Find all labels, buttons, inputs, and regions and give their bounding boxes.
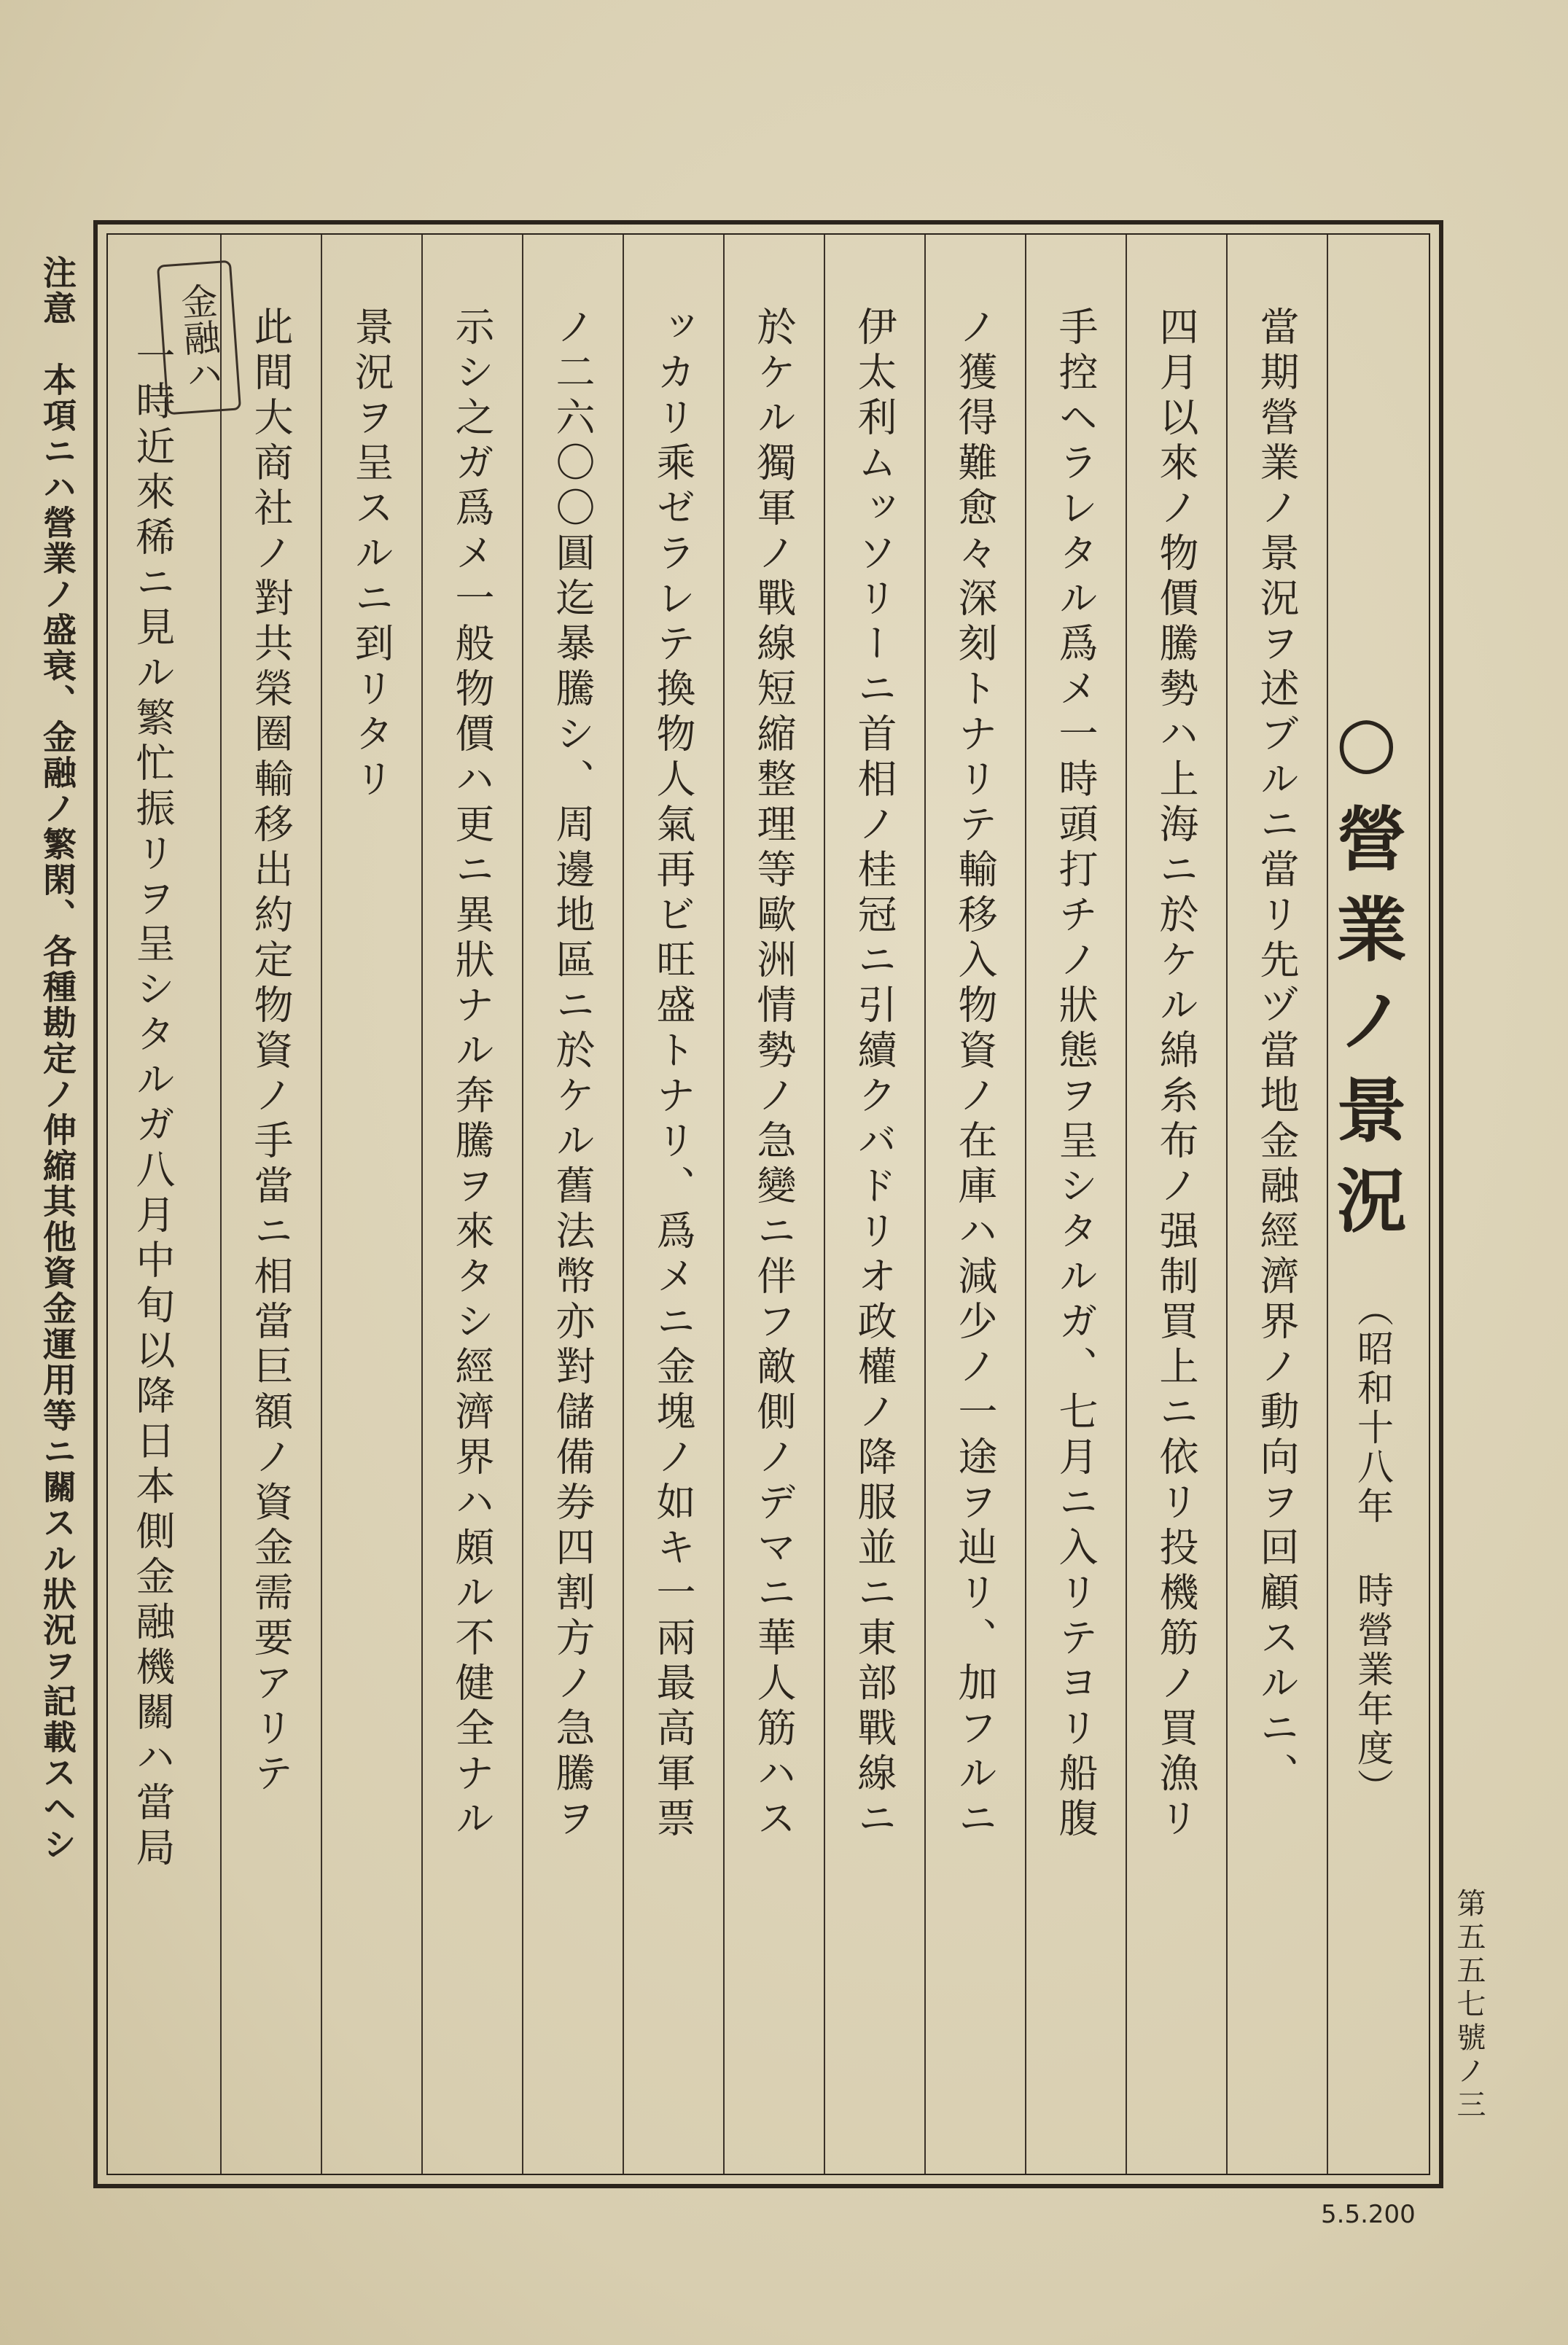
- body-column-1: 當期營業ノ景況ヲ述ブルニ當リ先ヅ當地金融經濟界ノ動向ヲ回顧スルニ、: [1254, 306, 1300, 1798]
- body-column-12: 一時近來稀ニ見ル繁忙振リヲ呈シタルガ八月中旬以降日本側金融機關ハ當局: [130, 335, 176, 1872]
- column-rule: [1126, 235, 1127, 2174]
- column-rule: [421, 235, 423, 2174]
- column-rule: [623, 235, 624, 2174]
- body-column-8: ノ二六〇〇圓迄暴騰シ、周邊地區ニ於ケル舊法幣亦對儲備券四割方ノ急騰ヲ: [550, 306, 596, 1843]
- body-column-9: 示シ之ガ爲メ一般物價ハ更ニ異狀ナル奔騰ヲ來タシ經濟界ハ頗ル不健全ナル: [449, 306, 495, 1843]
- body-column-2: 四月以來ノ物價騰勢ハ上海ニ於ケル綿糸布ノ强制買上ニ依リ投機筋ノ買漁リ: [1153, 306, 1199, 1843]
- column-rule: [1025, 235, 1026, 2174]
- notice-text: 注意 本項ニハ營業ノ盛衰、金融ノ繁閑、各種勘定ノ伸縮其他資金運用等ニ關スル狀況ヲ記載スヘシ: [38, 255, 77, 1862]
- column-rule: [321, 235, 322, 2174]
- section-title: ○營業ノ景況: [1325, 700, 1408, 1255]
- print-code: 5.5.200: [1321, 2200, 1416, 2229]
- body-column-7: ッカリ乘ゼラレテ換物人氣再ビ旺盛トナリ、爲メニ金塊ノ如キ一兩最高軍票: [650, 306, 696, 1843]
- column-rule: [220, 235, 222, 2174]
- body-column-3: 手控ヘラレタル爲メ一時頭打チノ狀態ヲ呈シタルガ、七月ニ入リテヨリ船腹: [1053, 306, 1099, 1843]
- section-subtitle: （昭和十八年 時營業年度）: [1351, 1290, 1394, 1808]
- body-column-4: ノ獲得難愈々深刻トナリテ輸移入物資ノ在庫ハ減少ノ一途ヲ辿リ、加フルニ: [952, 306, 998, 1843]
- column-rule: [824, 235, 825, 2174]
- body-column-6: 於ケル獨軍ノ戰線短縮整理等歐洲情勢ノ急變ニ伴フ敵側ノデマニ華人筋ハス: [751, 306, 797, 1843]
- column-rule: [924, 235, 926, 2174]
- body-column-11: 此間大商社ノ對共榮圈輸移出約定物資ノ手當ニ相當巨額ノ資金需要アリテ: [248, 306, 294, 1798]
- handwritten-stamp: 金融ハ: [157, 260, 241, 415]
- body-column-5: 伊太利ムッソリーニ首相ノ桂冠ニ引續クバドリオ政權ノ降服並ニ東部戰線ニ: [851, 306, 897, 1843]
- column-rule: [522, 235, 523, 2174]
- page-side-number: 第五五七號ノ三: [1452, 1888, 1486, 2123]
- column-rule: [1226, 235, 1228, 2174]
- column-rule: [723, 235, 725, 2174]
- body-column-10: 景況ヲ呈スルニ到リタリ: [348, 306, 394, 803]
